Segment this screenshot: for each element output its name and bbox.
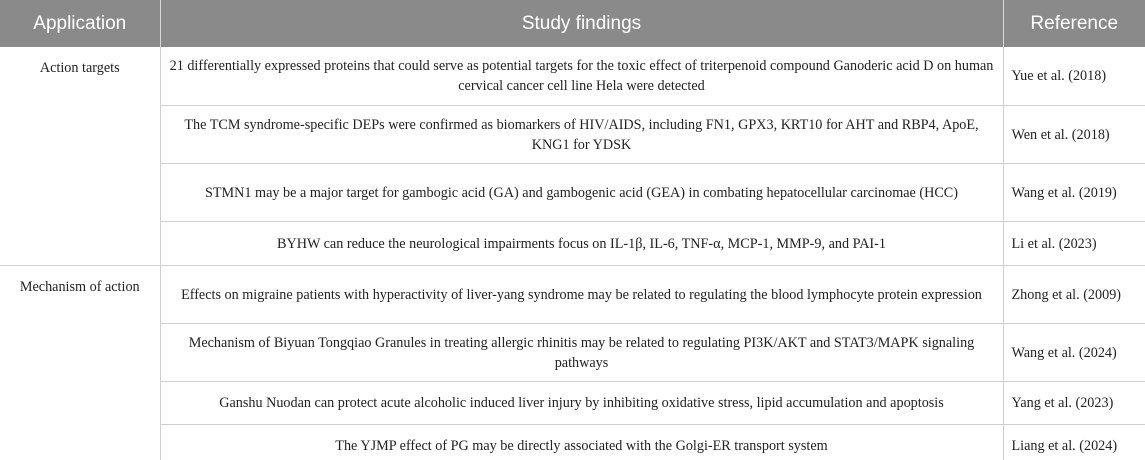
table-header (0, 0, 1145, 47)
table-row (0, 164, 1145, 222)
table-row (0, 324, 1145, 382)
table-row (0, 222, 1145, 266)
reference-cell: Li et al. (2023) (1003, 222, 1145, 266)
header-reference: Reference (1003, 0, 1145, 47)
finding-cell: STMN1 may be a major target for gambogic acid (GA) and gambogenic acid (GEA) in combating hepatocellular carcinomae (HCC) (160, 164, 1003, 222)
finding-cell: Mechanism of Biyuan Tongqiao Granules in treating allergic rhinitis may be related to regulating PI3K/AKT and STAT3/MAPK signaling pathways (160, 324, 1003, 382)
header-study-findings: Study findings (160, 0, 1003, 47)
reference-cell: Zhong et al. (2009) (1003, 266, 1145, 324)
table-row (0, 47, 1145, 106)
reference-cell: Yang et al. (2023) (1003, 382, 1145, 425)
reference-cell: Yue et al. (2018) (1003, 47, 1145, 106)
finding-cell: Effects on migraine patients with hyperactivity of liver-yang syndrome may be related to regulating the blood lymphocyte protein expression (160, 266, 1003, 324)
finding-cell: BYHW can reduce the neurological impairments focus on IL-1β, IL-6, TNF-α, MCP-1, MMP-9, and PAI-1 (160, 222, 1003, 266)
table-row (0, 425, 1145, 460)
reference-cell: Liang et al. (2024) (1003, 425, 1145, 460)
table-row (0, 266, 1145, 324)
reference-cell: Wang et al. (2024) (1003, 324, 1145, 382)
table-row (0, 382, 1145, 425)
finding-cell: Ganshu Nuodan can protect acute alcoholic induced liver injury by inhibiting oxidative stress, lipid accumulation and apoptosis (160, 382, 1003, 425)
finding-cell: The TCM syndrome-specific DEPs were confirmed as biomarkers of HIV/AIDS, including FN1, GPX3, KRT10 for AHT and RBP4, ApoE, KNG1 for YDSK (160, 106, 1003, 164)
finding-cell: The YJMP effect of PG may be directly associated with the Golgi-ER transport system (160, 425, 1003, 460)
application-cell-mechanism-of-action: Mechanism of action (0, 266, 160, 460)
reference-cell: Wen et al. (2018) (1003, 106, 1145, 164)
table-body (0, 47, 1145, 460)
header-application: Application (0, 0, 160, 47)
table-row (0, 106, 1145, 164)
header-row (0, 0, 1145, 47)
application-cell-action-targets: Action targets (0, 47, 160, 266)
finding-cell: 21 differentially expressed proteins that could serve as potential targets for the toxic effect of triterpenoid compound Ganoderic acid D on human cervical cancer cell line Hela were detected (160, 47, 1003, 106)
reference-cell: Wang et al. (2019) (1003, 164, 1145, 222)
